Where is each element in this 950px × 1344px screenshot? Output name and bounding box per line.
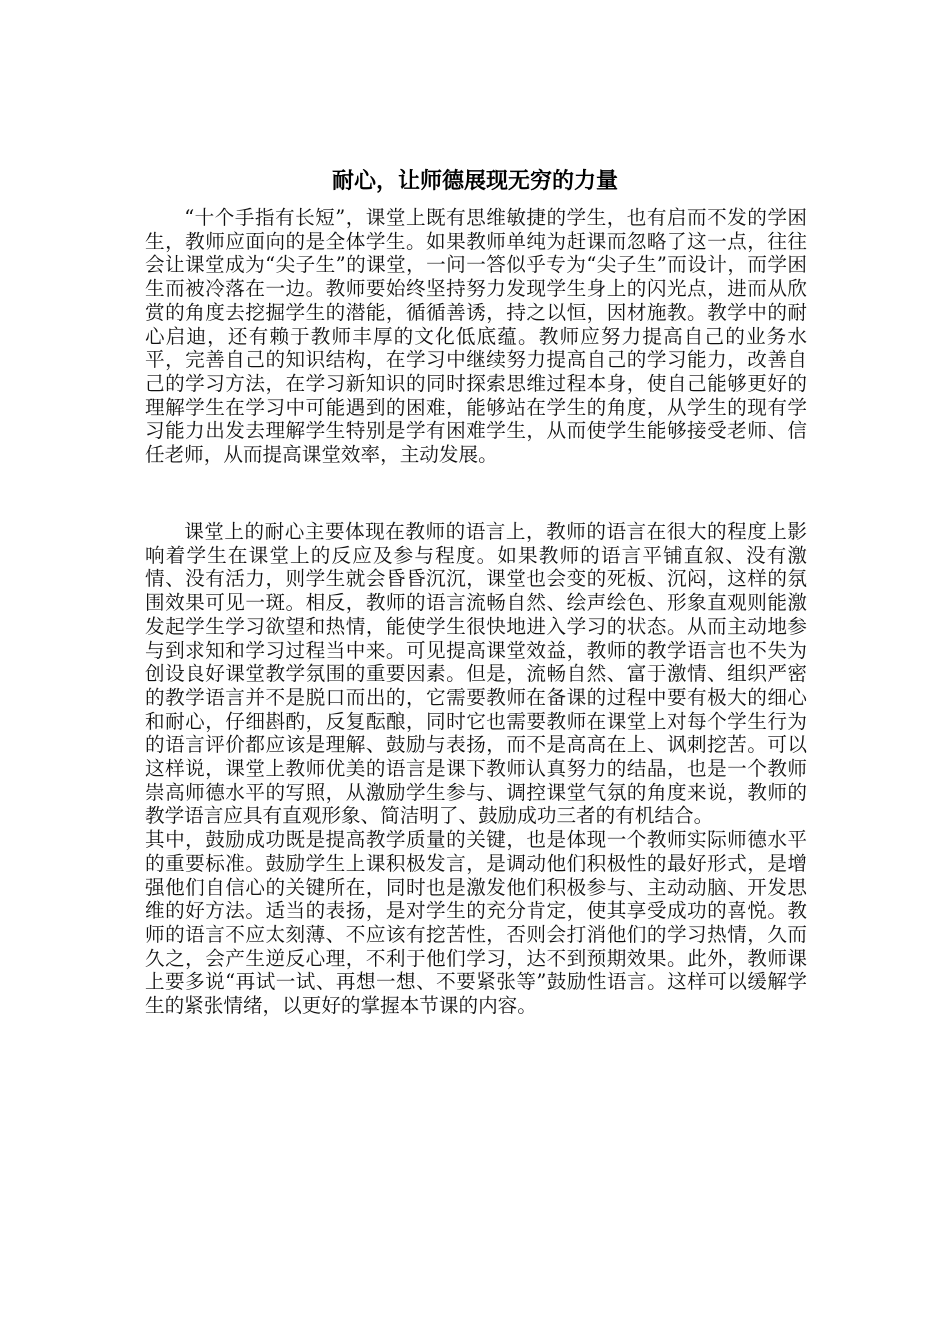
paragraph-2: 课堂上的耐心主要体现在教师的语言上，教师的语言在很大的程度上影响着学生在课堂上的反应及参与程度。如果教师的语言平铺直叙、没有激情、没有活力，则学生就会昏昏沉沉，课堂也会变的死板、沉闷，这样的氛围效果可见一斑。相反，教师的语言流畅自然、绘声绘色、形象直观则能激发起学生学习欲望和热情，能使学生很快地进入学习的状态。从而主动地参与到求知和学习过程当中来。可见提高课堂效益，教师的教学语言也不失为创设良好课堂教学氛围的重要因素。但是，流畅自然、富于激情、组织严密的教学语言并不是脱口而出的，它需要教师在备课的过程中要有极大的细心和耐心，仔细斟酌，反复酝酿，同时它也需要教师在课堂上对每个学生行为的语言评价都应该是理解、鼓励与表扬，而不是高高在上、讽刺挖苦。可以这样说，课堂上教师优美的语言是课下教师认真努力的结晶，也是一个教师崇高师德水平的写照，从激励学生参与、调控课堂气氛的角度来说，教师的教学语言应具有直观形象、简洁明了、鼓励成功三者的有机结合。 — [145, 520, 807, 828]
body-section-1 — [145, 206, 807, 467]
paragraph-1: “十个手指有长短”，课堂上既有思维敏捷的学生，也有启而不发的学困生，教师应面向的是全体学生。如果教师单纯为赶课而忽略了这一点，往往会让课堂成为“尖子生”的课堂，一问一答似乎专为“尖子生”而设计，而学困生而被冷落在一边。教师要始终坚持努力发现学生身上的闪光点，进而从欣赏的角度去挖掘学生的潜能，循循善诱，持之以恒，因材施教。教学中的耐心启迪，还有赖于教师丰厚的文化低底蕴。教师应努力提高自己的业务水平，完善自己的知识结构，在学习中继续努力提高自己的学习能力，改善自己的学习方法，在学习新知识的同时探索思维过程本身，使自己能够更好的理解学生在学习中可能遇到的困难，能够站在学生的角度，从学生的现有学习能力出发去理解学生特别是学有困难学生，从而使学生能够接受老师、信任老师，从而提高课堂效率，主动发展。 — [145, 206, 807, 467]
paragraph-3: 其中，鼓励成功既是提高教学质量的关键，也是体现一个教师实际师德水平的重要标准。鼓励学生上课积极发言，是调动他们积极性的最好形式，是增强他们自信心的关键所在，同时也是激发他们积极参与、主动动脑、开发思维的好方法。适当的表扬，是对学生的充分肯定，使其享受成功的喜悦。教师的语言不应太刻薄、不应该有挖苦性，否则会打消他们的学习热情，久而久之，会产生逆反心理，不利于他们学习，达不到预期效果。此外，教师课上要多说“再试一试、再想一想、不要紧张等”鼓励性语言。这样可以缓解学生的紧张情绪，以更好的掌握本节课的内容。 — [145, 828, 807, 1018]
document-title: 耐心，让师德展现无穷的力量 — [331, 169, 618, 194]
body-section-2 — [145, 520, 807, 1018]
